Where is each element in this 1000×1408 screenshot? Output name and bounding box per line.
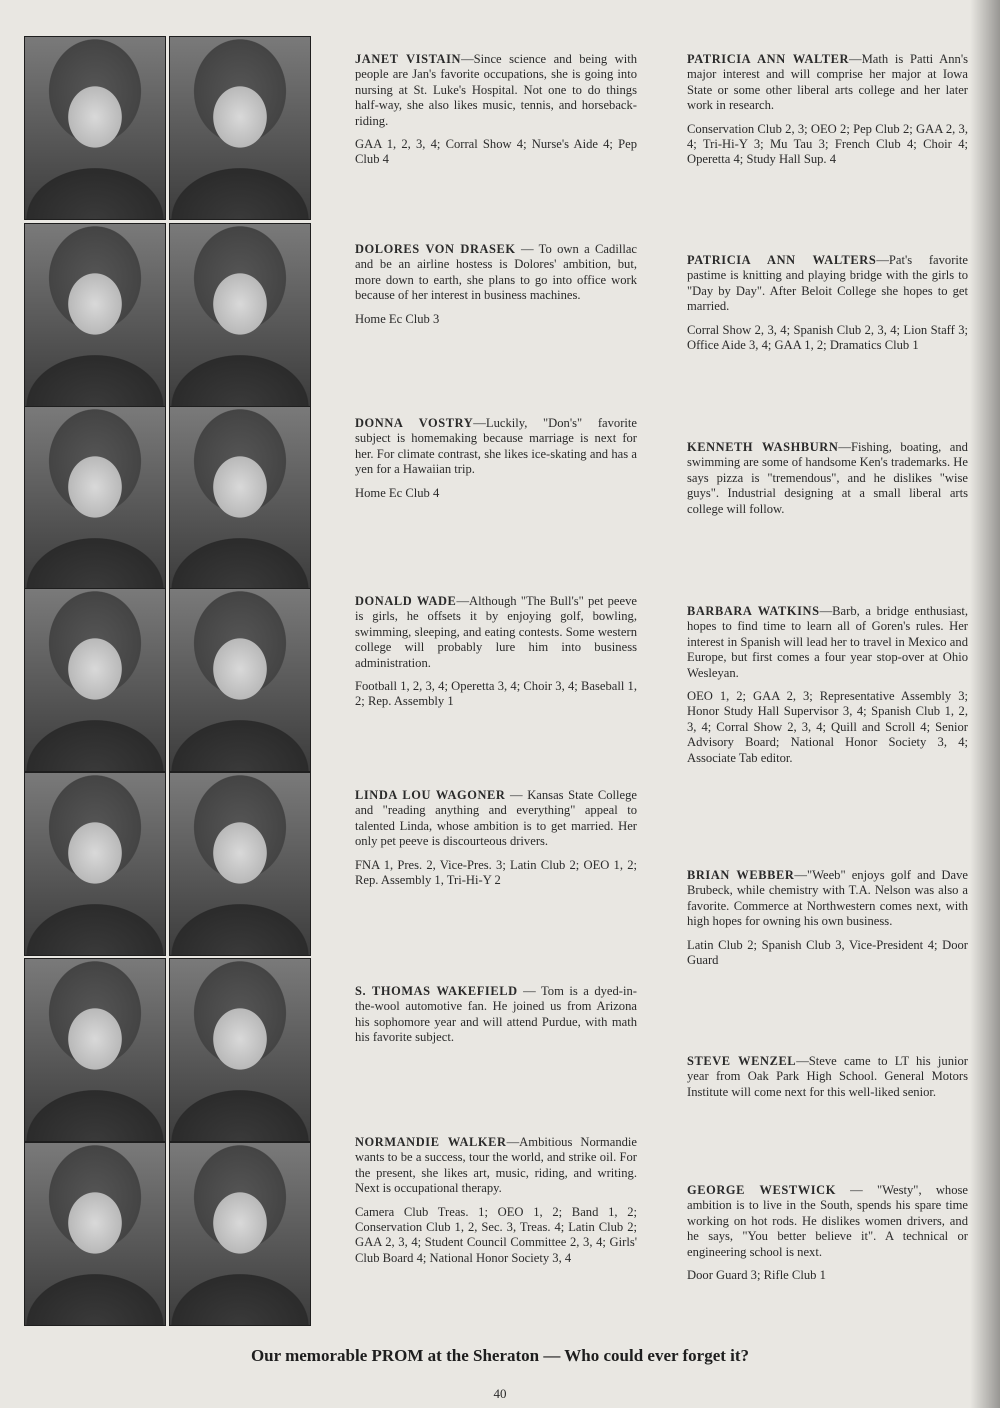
senior-bio <box>355 242 637 327</box>
senior-bio <box>687 1183 968 1283</box>
activities-list: Camera Club Treas. 1; OEO 1, 2; Band 1, 2; Conservation Club 1, 2, Sec. 3, Treas. 4; Latin Club 2; GAA 2, 3, 4; Student Council Committee 2, 3, 4; Girls' Club Board 4; National Honor Society 3, 4 <box>355 1204 637 1265</box>
bio-text: Ambitious Normandie wants to be a success, tour the world, and strike oil. For the present, she likes art, music, riding, and writing. Next is occupational therapy. <box>355 1135 638 1196</box>
name-separator: — <box>796 1054 809 1068</box>
student-name: PATRICIA ANN WALTERS <box>687 253 877 267</box>
activities-list: Home Ec Club 3 <box>355 311 440 326</box>
senior-bio <box>687 253 968 353</box>
bio-text: Math is Patti Ann's major interest and will comprise her major at Iowa State or some other liberal arts college and her later work in research. <box>687 52 969 113</box>
student-name: BRIAN WEBBER <box>687 868 795 882</box>
student-name: GEORGE WESTWICK <box>687 1183 836 1197</box>
senior-bio <box>687 604 968 766</box>
name-separator: — <box>876 253 889 267</box>
bio-text: "Weeb" enjoys golf and Dave Brubeck, while chemistry with T.A. Nelson was also a favorite. Commerce at Northwestern comes next, with high hopes for owning his own business. <box>687 868 968 929</box>
senior-bio <box>687 868 968 968</box>
portrait-photo <box>24 36 166 220</box>
portrait-photo <box>24 772 166 956</box>
portrait-photo <box>169 406 311 590</box>
senior-bio <box>687 1054 968 1108</box>
name-separator: — <box>835 1183 877 1197</box>
name-separator: — <box>515 242 539 256</box>
activities-list: Latin Club 2; Spanish Club 3, Vice-President 4; Door Guard <box>687 937 968 968</box>
portrait-photo <box>24 588 166 772</box>
bio-text: "Westy", whose ambition is to live in the South, spends his spare time working on hot rods. He dislikes women drivers, and he says, "You better believe it". A technical or engineering school is next. <box>687 1183 968 1259</box>
portrait-photo <box>24 223 166 407</box>
student-name: DONNA VOSTRY <box>355 416 474 430</box>
student-name: S. THOMAS WAKEFIELD <box>355 984 518 998</box>
bio-text: Barb, a bridge enthusiast, hopes to find time to learn all of Goren's rules. Her interest in Spanish will lead her to travel in Mexico and Europe, but first comes a four year stop-over at Ohio Wesleyan. <box>687 604 968 680</box>
activities-list: GAA 1, 2, 3, 4; Corral Show 4; Nurse's Aide 4; Pep Club 4 <box>355 137 637 167</box>
name-separator: — <box>838 440 851 454</box>
bio-text: Steve came to LT his junior year from Oak Park High School. General Motors Institute will come next for this well-liked senior. <box>687 1054 968 1099</box>
activities-list: Door Guard 3; Rifle Club 1 <box>687 1268 826 1283</box>
student-name: PATRICIA ANN WALTER <box>687 52 849 66</box>
student-name: DONALD WADE <box>355 594 457 608</box>
bio-text: To own a Cadillac and be an airline hostess is Dolores' ambition, but, more down to earth, she plans to go into office work because of her interest in business machines. <box>355 242 637 303</box>
name-separator: — <box>506 1135 520 1149</box>
name-separator: — <box>819 604 833 618</box>
page-number: 40 <box>493 1386 507 1401</box>
bio-text: Since science and being with people are Jan's favorite occupations, she is going into nursing at St. Luke's Hospital. Not one to do things half-way, she also likes music, tennis, and horseback-riding. <box>355 52 637 128</box>
portrait-photo <box>169 588 311 772</box>
name-separator: — <box>517 984 541 998</box>
student-name: DOLORES VON DRASEK <box>355 242 516 256</box>
bio-text: Tom is a dyed-in-the-wool automotive fan. He joined us from Arizona his sophomore year and will attend Purdue, with math his favorite subject. <box>355 984 637 1045</box>
name-separator: — <box>473 416 486 430</box>
name-separator: — <box>505 788 528 802</box>
senior-bio <box>355 594 637 710</box>
activities-list: Football 1, 2, 3, 4; Operetta 3, 4; Choir 3, 4; Baseball 1, 2; Rep. Assembly 1 <box>355 679 637 709</box>
senior-bio <box>355 788 637 888</box>
page-caption: Our memorable PROM at the Sheraton — Who could ever forget it? <box>250 1346 750 1365</box>
senior-bio <box>687 440 968 525</box>
portrait-photo <box>169 1142 311 1326</box>
bio-text: Kansas State College and "reading anything and everything" appeal to talented Linda, whose ambition is to get married. Her only pet peeve is discourteous drivers. <box>355 788 638 849</box>
senior-bio <box>355 1135 637 1266</box>
portrait-photo <box>169 36 311 220</box>
name-separator: — <box>794 868 807 882</box>
student-name: STEVE WENZEL <box>687 1054 797 1068</box>
student-name: BARBARA WATKINS <box>687 604 820 618</box>
bio-text: Pat's favorite pastime is knitting and playing bridge with the girls to "Day by Day". After Beloit College she hopes to get married. <box>687 253 968 314</box>
senior-bio <box>355 416 637 501</box>
portrait-photo <box>24 958 166 1142</box>
bio-text: Fishing, boating, and swimming are some of handsome Ken's trademarks. He says pizza is "tremendous", and he dislikes "wise guys". Industrial designing at a small liberal arts college will follow. <box>687 440 968 516</box>
senior-bio <box>355 984 637 1054</box>
senior-bio <box>687 52 968 168</box>
name-separator: — <box>849 52 862 66</box>
activities-list: Corral Show 2, 3, 4; Spanish Club 2, 3, 4; Lion Staff 3; Office Aide 3, 4; GAA 1, 2; Dramatics Club 1 <box>687 322 968 353</box>
student-name: KENNETH WASHBURN <box>687 440 839 454</box>
portrait-photo <box>169 958 311 1142</box>
portrait-photo <box>169 223 311 407</box>
portrait-photo <box>169 772 311 956</box>
name-separator: — <box>461 52 474 66</box>
page-edge-shadow <box>970 0 1000 1408</box>
activities-list: FNA 1, Pres. 2, Vice-Pres. 3; Latin Club 2; OEO 1, 2; Rep. Assembly 1, Tri-Hi-Y 2 <box>355 857 637 888</box>
activities-list: Conservation Club 2, 3; OEO 2; Pep Club 2; GAA 2, 3, 4; Tri-Hi-Y 3; Mu Tau 3; French Club 4; Choir 4; Operetta 4; Study Hall Sup. 4 <box>687 121 968 167</box>
activities-list: OEO 1, 2; GAA 2, 3; Representative Assembly 3; Honor Study Hall Supervisor 3, 4; Spanish Club 1, 2, 3, 4; Corral Show 2, 3, 4; Quill and Scroll 4; Senior Advisory Board; National Honor Society 3, 4; Associate Tab editor. <box>687 689 968 765</box>
portrait-photo <box>24 1142 166 1326</box>
name-separator: — <box>456 594 470 608</box>
bio-text: Luckily, "Don's" favorite subject is homemaking because marriage is next for her. For climate contrast, she likes ice-skating and has a yen for a Hawaiian trip. <box>355 416 637 477</box>
student-name: NORMANDIE WALKER <box>355 1135 507 1149</box>
student-name: JANET VISTAIN <box>355 52 462 66</box>
activities-list: Home Ec Club 4 <box>355 485 440 500</box>
senior-bio <box>355 52 637 168</box>
bio-text: Although "The Bull's" pet peeve is girls, he offsets it by enjoying golf, bowling, swimming, sleeping, and eating contests. Some western college will probably lure him into business administration. <box>355 594 637 670</box>
student-name: LINDA LOU WAGONER <box>355 788 506 802</box>
portrait-photo <box>24 406 166 590</box>
